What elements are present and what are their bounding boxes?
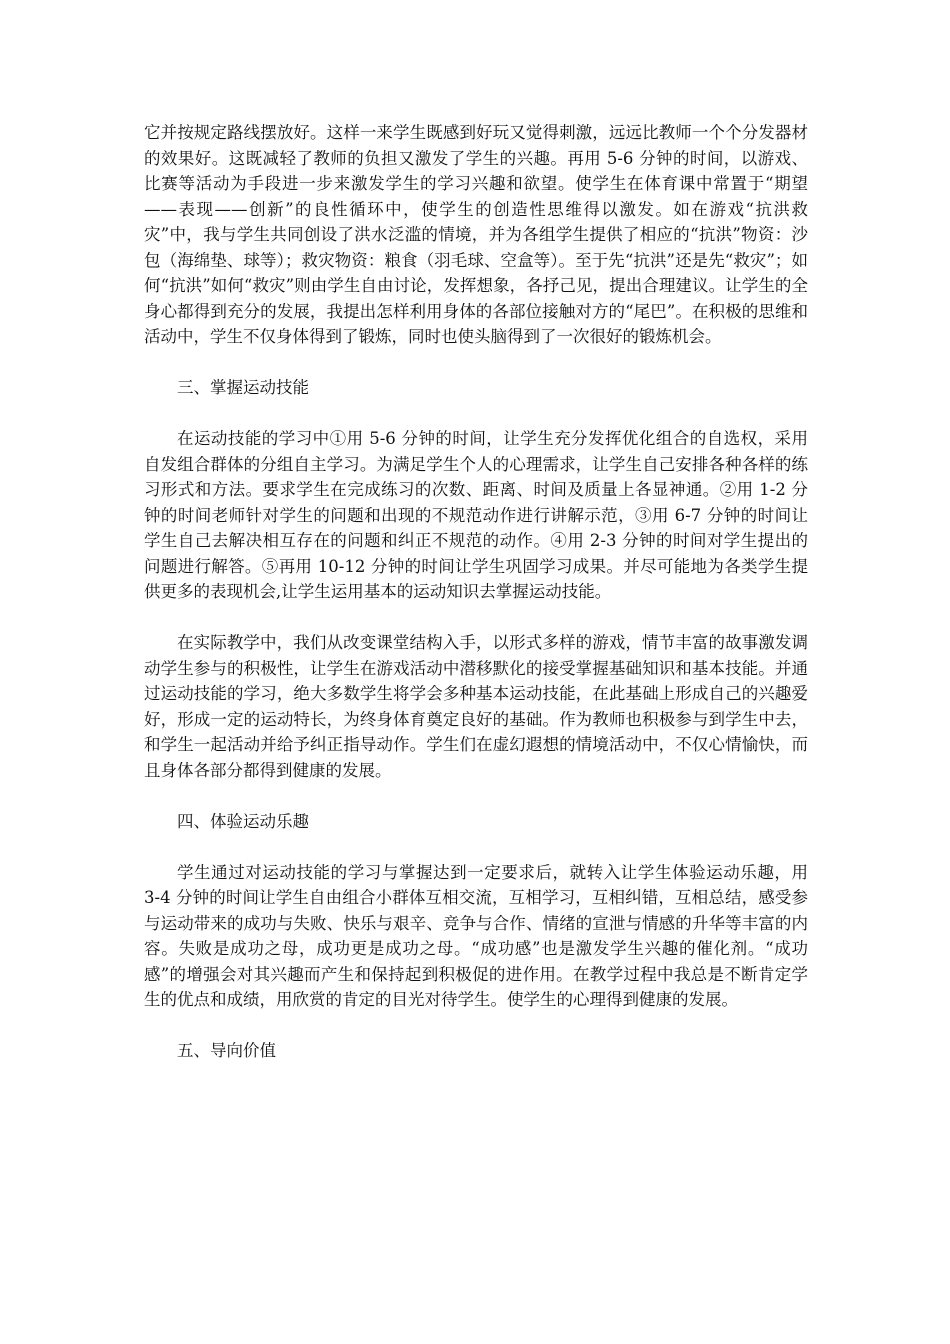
section-heading-3: 三、掌握运动技能: [177, 378, 309, 397]
section-heading-5: 五、导向价值: [177, 1041, 276, 1060]
paragraph-skill-learning: 在运动技能的学习中①用 5-6 分钟的时间，让学生充分发挥优化组合的自选权，采用自发组合群体的分组自主学习。为满足学生个人的心理需求，让学生自己安排各种各样的练习形式和方法。要求学生在完成练习的次数、距离、时间及质量上各显神通。②用 1-2 分钟的时间老师针对学生的问题和出现的不规范动作进行讲解示范，③用 6-7 分钟的时间让学生自己去解决相互存在的问题和纠正不规范的动作。④用 2-3 分钟的时间对学生提出的问题进行解答。⑤再用 10-12 分钟的时间让学生巩固学习成果。并尽可能地为各类学生提供更多的表现机会,让学生运用基本的运动知识去掌握运动技能。: [144, 429, 808, 601]
paragraph-intro-continued: 它并按规定路线摆放好。这样一来学生既感到好玩又觉得刺激，远远比教师一个个分发器材的效果好。这既减轻了教师的负担又激发了学生的兴趣。再用 5-6 分钟的时间，以游戏、比赛等活动为手段进一步来激发学生的学习兴趣和欲望。使学生在体育课中常置于“期望——表现——创新”的良性循环中，使学生的创造性思维得以激发。如在游戏“抗洪救灾”中，我与学生共同创设了洪水泛滥的情境，并为各组学生提供了相应的“抗洪”物资：沙包（海绵垫、球等）；救灾物资：粮食（羽毛球、空盒等）。至于先“抗洪”还是先“救灾”；如何“抗洪”如何“救灾”则由学生自由讨论，发挥想象，各抒己见，提出合理建议。让学生的全身心都得到充分的发展，我提出怎样利用身体的各部位接触对方的“尾巴”。在积极的思维和活动中，学生不仅身体得到了锻炼，同时也使头脑得到了一次很好的锻炼机会。: [144, 123, 808, 346]
section-heading-4: 四、体验运动乐趣: [177, 811, 309, 831]
document-page: [144, 120, 808, 1089]
paragraph-teaching-practice: 在实际教学中，我们从改变课堂结构入手，以形式多样的游戏，情节丰富的故事激发调动学生参与的积极性，让学生在游戏活动中潜移默化的接受掌握基础知识和基本技能。并通过运动技能的学习，绝大多数学生将学会多种基本运动技能，在此基础上形成自己的兴趣爱好，形成一定的运动特长，为终身体育奠定良好的基础。作为教师也积极参与到学生中去，和学生一起活动并给予纠正指导动作。学生们在虚幻遐想的情境活动中，不仅心情愉快，而且身体各部分都得到健康的发展。: [144, 633, 808, 780]
paragraph-sports-fun: 学生通过对运动技能的学习与掌握达到一定要求后，就转入让学生体验运动乐趣，用 3-4 分钟的时间让学生自由组合小群体互相交流，互相学习，互相纠错，互相总结，感受参与运动带来的成功与失败、快乐与艰辛、竞争与合作、情绪的宣泄与情感的升华等丰富的内容。失败是成功之母，成功更是成功之母。“成功感”也是激发学生兴趣的催化剂。“成功感”的增强会对其兴趣而产生和保持起到积极促的进作用。在教学过程中我总是不断肯定学生的优点和成绩，用欣赏的肯定的目光对待学生。使学生的心理得到健康的发展。: [144, 862, 808, 1009]
